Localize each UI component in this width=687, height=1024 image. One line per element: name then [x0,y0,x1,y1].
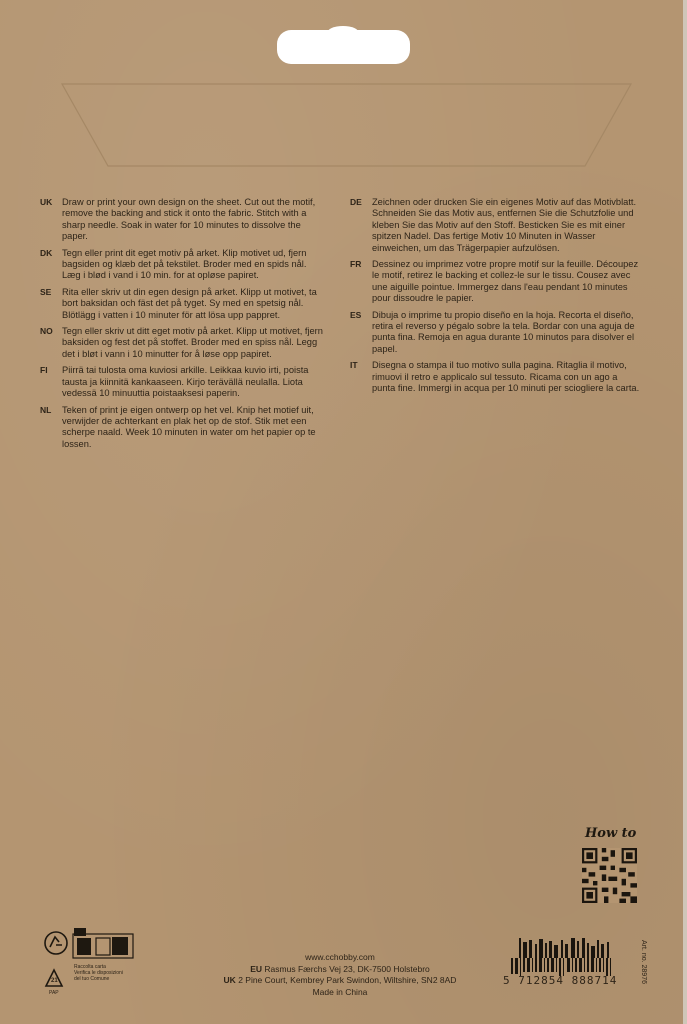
instruction-text: Draw or print your own design on the sheet. Cut out the motif, remove the backing and stick it onto the fabric. Stitch with a sharp needle. Soak in water for 10 minutes to dissolve the paper. [62,197,316,242]
instruction-text: Dibuja o imprime tu propio diseño en la hoja. Recorta el diseño, retira el reverso y pégalo sobre la tela. Bordar con una aguja de punta fina. Remoja en agua durante 10 minutos para disolver el papel. [372,309,635,354]
eu-address-line [210,964,470,976]
uk-address-line [210,975,470,987]
instruction-de [350,197,640,254]
instruction-se [40,287,325,321]
language-code: DK [40,247,53,258]
uk-prefix: UK [223,975,236,985]
instruction-text: Tegn eller print dit eget motiv på arket. Klip motivet ud, fjern bagsiden og klæb det på tekstilet. Broder med en spids nål. Læg i blød i vand i 10 min. for at opløse papiret. [62,247,307,281]
raccolta-text [74,964,134,982]
company-footer [210,952,470,998]
language-code: NO [40,326,53,337]
qr-code-icon[interactable] [582,848,637,903]
barcode [503,938,633,994]
hang-hole [277,30,410,64]
website[interactable]: www.cchobby.com [305,952,375,962]
instruction-text: Rita eller skriv ut din egen design på arket. Klipp ut motivet, ta bort baksidan och fäst det på tyget. Sy med en spetsig nål. Blötlägg i vatten i 10 minuter för att lösa upp pappret. [62,286,317,320]
eu-prefix: EU [250,963,263,974]
recycling-info [44,928,139,1005]
raccolta-line: Raccolta carta [74,964,106,970]
card-edge [683,0,687,1024]
instruction-text: Tegn eller skriv ut ditt eget motiv på arket. Klipp ut motivet, fjern baksiden og fest det på stoffet. Broder med en spiss nål. Legg det i bløt i vann i 10 minutter for å løse opp papiret. [62,326,323,359]
instruction-fi [40,365,325,399]
origin: Made in China [312,986,368,997]
language-code: FR [350,259,362,270]
instructions-left-column [40,197,325,455]
language-code: NL [40,404,52,415]
language-code: IT [350,360,358,371]
instructions-right-column [350,197,640,400]
language-code: SE [40,286,52,297]
pap-label: PAP [49,990,59,996]
instruction-uk [40,197,325,243]
uk-address: 2 Pine Court, Kembrey Park Swindon, Wiltshire, SN2 8AD [238,975,457,985]
instruction-text: Disegna o stampa il tuo motivo sulla pagina. Ritaglia il motivo, rimuovi il retro e applicalo sul tessuto. Ricama con un ago a punta fine. Immergi in acqua per 10 minuti per sciogliere la carta. [372,360,640,394]
instruction-fr [350,259,640,305]
instruction-nl [40,405,325,451]
folded-flap-outline [60,82,633,168]
instruction-es [350,310,640,356]
barcode-group1: 712854 [518,974,564,987]
article-number: Art. no. 28976 [640,940,647,984]
instruction-no [40,326,325,360]
raccolta-line: Verifica le disposizioni [74,970,123,976]
instruction-text: Zeichnen oder drucken Sie ein eigenes Motiv auf das Motivblatt. Schneiden Sie das Motiv aus, entfernen Sie die Schutzfolie und kleben Sie das Motiv auf den Stoff. Besticken Sie es mit einer spitzen Nadel. Das fertige Motiv 10 Minuten in Wasser einweichen, um das Trägerpapier aufzulösen. [372,197,637,253]
eu-address: Rasmus Færchs Vej 23, DK-7500 Holstebro [264,963,430,974]
barcode-group2: 888714 [571,974,618,987]
instruction-dk [40,248,325,282]
instruction-text: Dessinez ou imprimez votre propre motif sur la feuille. Découpez le motif, retirez le backing et collez-le sur le tissu. Cousez avec une aiguille pointue. Immergez dans l'eau pendant 10 minutes pour dissoudre le papier. [372,259,639,304]
barcode-lead-digit: 5 [503,974,511,987]
language-code: DE [350,197,362,207]
pap-number: 21 [51,978,58,984]
instruction-text: Piirrä tai tulosta oma kuviosi arkille. Leikkaa kuvio irti, poista tausta ja kiinnitä kankaaseen. Kirjo terävällä neulalla. Liota vedessä 10 minuuttia poistaaksesi paperin. [62,365,309,399]
how-to-label: How to [585,826,637,841]
language-code: FI [40,365,48,376]
barcode-bars-icon [511,938,631,978]
language-code: ES [350,309,362,320]
instruction-text: Teken of print je eigen ontwerp op het vel. Knip het motief uit, verwijder de achterkant en plak het op de stof. Stik met een scherpe naald. Week 10 minuten in water om het papier op te lossen. [62,404,316,449]
instruction-it [350,360,640,394]
barcode-digits [503,974,617,987]
raccolta-line: del tuo Comune [74,976,110,982]
language-code: UK [40,197,53,207]
